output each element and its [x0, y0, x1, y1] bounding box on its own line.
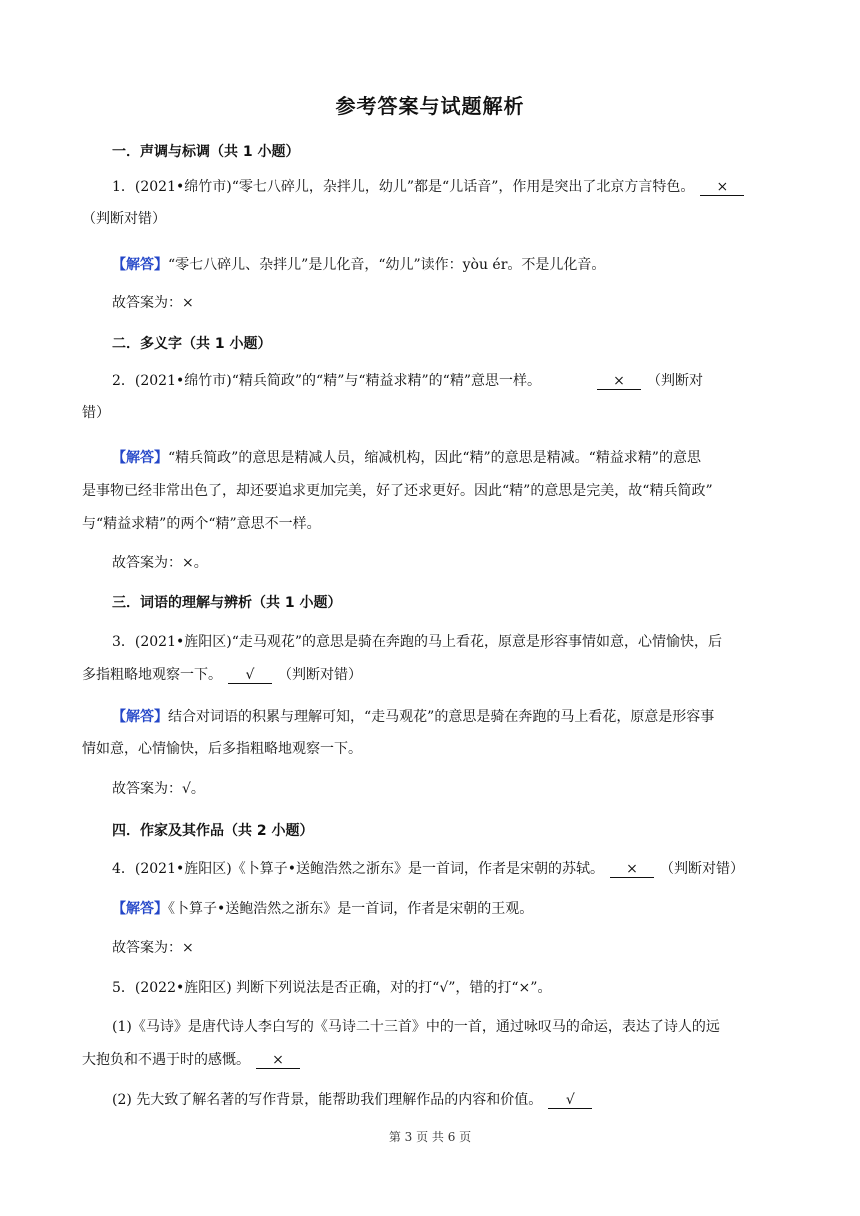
question-3-line-1: 3．(2021•旌阳区)“走马观花”的意思是骑在奔跑的马上看花，原意是形容事情如意，心情愉快，后	[112, 634, 723, 650]
question-5-1-answer: ×	[256, 1052, 300, 1069]
answer-4-text: 《卜算子•送鲍浩然之浙东》是一首词，作者是宋朝的王观。	[168, 901, 534, 917]
final-answer-2: 故答案为：×。	[112, 555, 208, 571]
section-heading-1: 一．声调与标调（共 1 小题）	[112, 144, 300, 160]
question-5-1-line-2	[82, 1050, 306, 1070]
answer-3-line-2: 情如意，心情愉快，后多指粗略地观察一下。	[82, 741, 362, 757]
final-answer-4: 故答案为：×	[112, 940, 194, 956]
question-1-answer: ×	[700, 179, 744, 196]
answer-3-text: 结合对词语的积累与理解可知，“走马观花”的意思是骑在奔跑的马上看花，原意是形容事	[168, 709, 715, 725]
answer-1	[112, 255, 605, 275]
question-1-suffix: （判断对错）	[82, 211, 166, 227]
question-2-text: 2．(2021•绵竹市)“精兵简政”的“精”与“精益求精”的“精”意思一样。	[112, 373, 541, 389]
question-5-2-answer: √	[548, 1092, 592, 1109]
page-footer: 第 3 页 共 6 页	[388, 1130, 472, 1144]
answer-tag: 【解答】	[112, 901, 168, 917]
question-3-suffix: （判断对错）	[278, 667, 362, 683]
section-heading-4: 四．作家及其作品（共 2 小题）	[112, 823, 314, 839]
answer-1-text: “零七八碎儿、杂拌儿”是儿化音，“幼儿”读作：yòu ér。不是儿化音。	[168, 257, 606, 273]
answer-4	[112, 899, 533, 919]
question-2-answer: ×	[597, 373, 641, 390]
answer-2-line-2: 是事物已经非常出色了，却还要追求更加完美，好了还求更好。因此“精”的意思是完美，故“精兵简政”	[82, 483, 713, 499]
question-4	[112, 859, 744, 879]
answer-2-line-3: 与“精益求精”的两个“精”意思不一样。	[82, 516, 321, 532]
question-4-text: 4．(2021•旌阳区)《卜算子•送鲍浩然之浙东》是一首词，作者是宋朝的苏轼。	[112, 861, 604, 877]
answer-tag: 【解答】	[112, 257, 168, 273]
answer-tag: 【解答】	[112, 709, 168, 725]
question-3-answer: √	[228, 667, 272, 684]
page-title: 参考答案与试题解析	[335, 94, 525, 118]
question-5: 5．(2022•旌阳区) 判断下列说法是否正确，对的打“√”，错的打“×”。	[112, 980, 552, 996]
answer-2-text: “精兵简政”的意思是精减人员，缩减机构，因此“精”的意思是精减。“精益求精”的意思	[168, 450, 701, 466]
final-answer-1: 故答案为：×	[112, 295, 194, 311]
question-5-1-text: 大抱负和不遇于时的感慨。	[82, 1052, 250, 1068]
question-3-line-2	[82, 665, 362, 685]
question-5-2-text: (2) 先大致了解名著的写作背景，能帮助我们理解作品的内容和价值。	[112, 1092, 543, 1108]
question-1-text: 1．(2021•绵竹市)“零七八碎儿，杂拌儿，幼儿”都是“儿话音”，作用是突出了北京方言特色。	[112, 179, 695, 195]
question-5-1-line-1: (1)《马诗》是唐代诗人李白写的《马诗二十三首》中的一首，通过咏叹马的命运，表达了诗人的远	[112, 1019, 720, 1035]
question-2-suffix-cont: 错）	[82, 405, 110, 421]
section-heading-2: 二．多义字（共 1 小题）	[112, 336, 272, 352]
question-1	[112, 177, 750, 197]
final-answer-3: 故答案为：√。	[112, 781, 205, 797]
answer-tag: 【解答】	[112, 450, 168, 466]
question-2	[112, 371, 703, 391]
question-4-suffix: （判断对错）	[659, 861, 744, 877]
answer-3-line-1	[112, 707, 714, 727]
answer-2-line-1	[112, 448, 701, 468]
section-heading-3: 三．词语的理解与辨析（共 1 小题）	[112, 595, 342, 611]
question-5-2	[112, 1090, 598, 1110]
question-3-text: 多指粗略地观察一下。	[82, 667, 222, 683]
question-2-suffix: （判断对	[646, 373, 703, 389]
question-4-answer: ×	[610, 861, 654, 878]
